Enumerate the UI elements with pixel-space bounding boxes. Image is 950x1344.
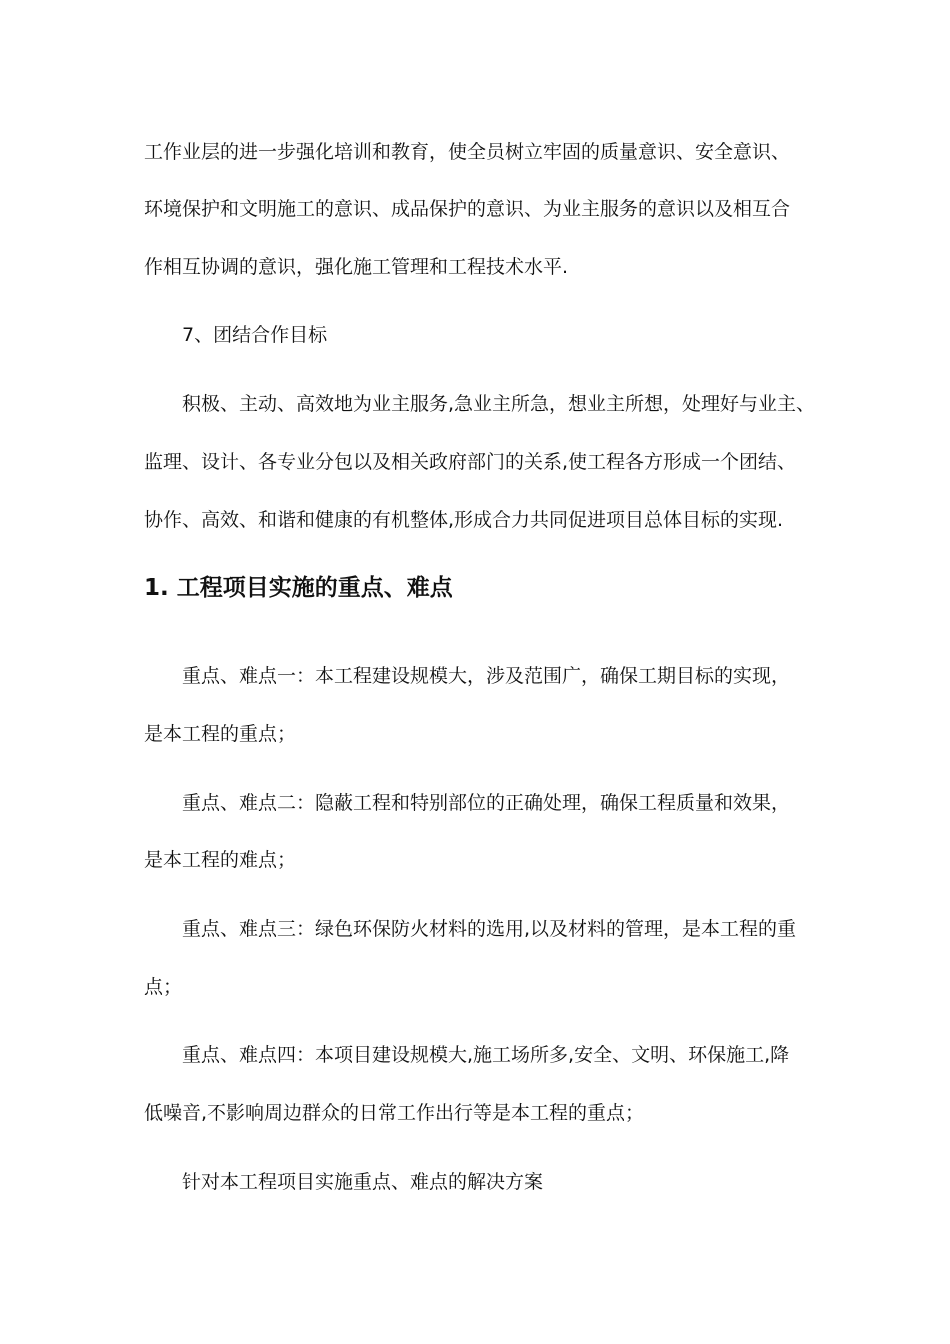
paragraph-line: 重点、难点四：本项目建设规模大,施工场所多,安全、文明、环保施工,降	[182, 1044, 790, 1066]
paragraph-line: 针对本工程项目实施重点、难点的解决方案	[182, 1171, 544, 1193]
paragraph-line: 作相互协调的意识，强化施工管理和工程技术水平.	[144, 256, 569, 278]
paragraph-line: 环境保护和文明施工的意识、成品保护的意识、为业主服务的意识以及相互合	[144, 198, 791, 220]
paragraph-line: 积极、主动、高效地为业主服务,急业主所急，想业主所想，处理好与业主、	[182, 393, 816, 415]
paragraph-line: 监理、设计、各专业分包以及相关政府部门的关系,使工程各方形成一个团结、	[144, 451, 797, 473]
paragraph-line: 低噪音,不影响周边群众的日常工作出行等是本工程的重点；	[144, 1102, 645, 1124]
section-heading: 1. 工程项目实施的重点、难点	[144, 575, 453, 601]
paragraph-line: 重点、难点二：隐蔽工程和特别部位的正确处理，确保工程质量和效果，	[182, 792, 791, 814]
paragraph-line: 重点、难点一：本工程建设规模大，涉及范围广，确保工期目标的实现，	[182, 665, 791, 687]
paragraph-line: 工作业层的进一步强化培训和教育，使全员树立牢固的质量意识、安全意识、	[144, 141, 791, 163]
paragraph-line: 是本工程的难点；	[144, 849, 297, 871]
section-subtitle: 7、团结合作目标	[182, 324, 328, 346]
paragraph-line: 重点、难点三：绿色环保防火材料的选用,以及材料的管理，是本工程的重	[182, 918, 797, 940]
paragraph-line: 协作、高效、和谐和健康的有机整体,形成合力共同促进项目总体目标的实现.	[144, 509, 784, 531]
paragraph-line: 是本工程的重点；	[144, 723, 297, 745]
paragraph-line: 点；	[144, 976, 183, 998]
